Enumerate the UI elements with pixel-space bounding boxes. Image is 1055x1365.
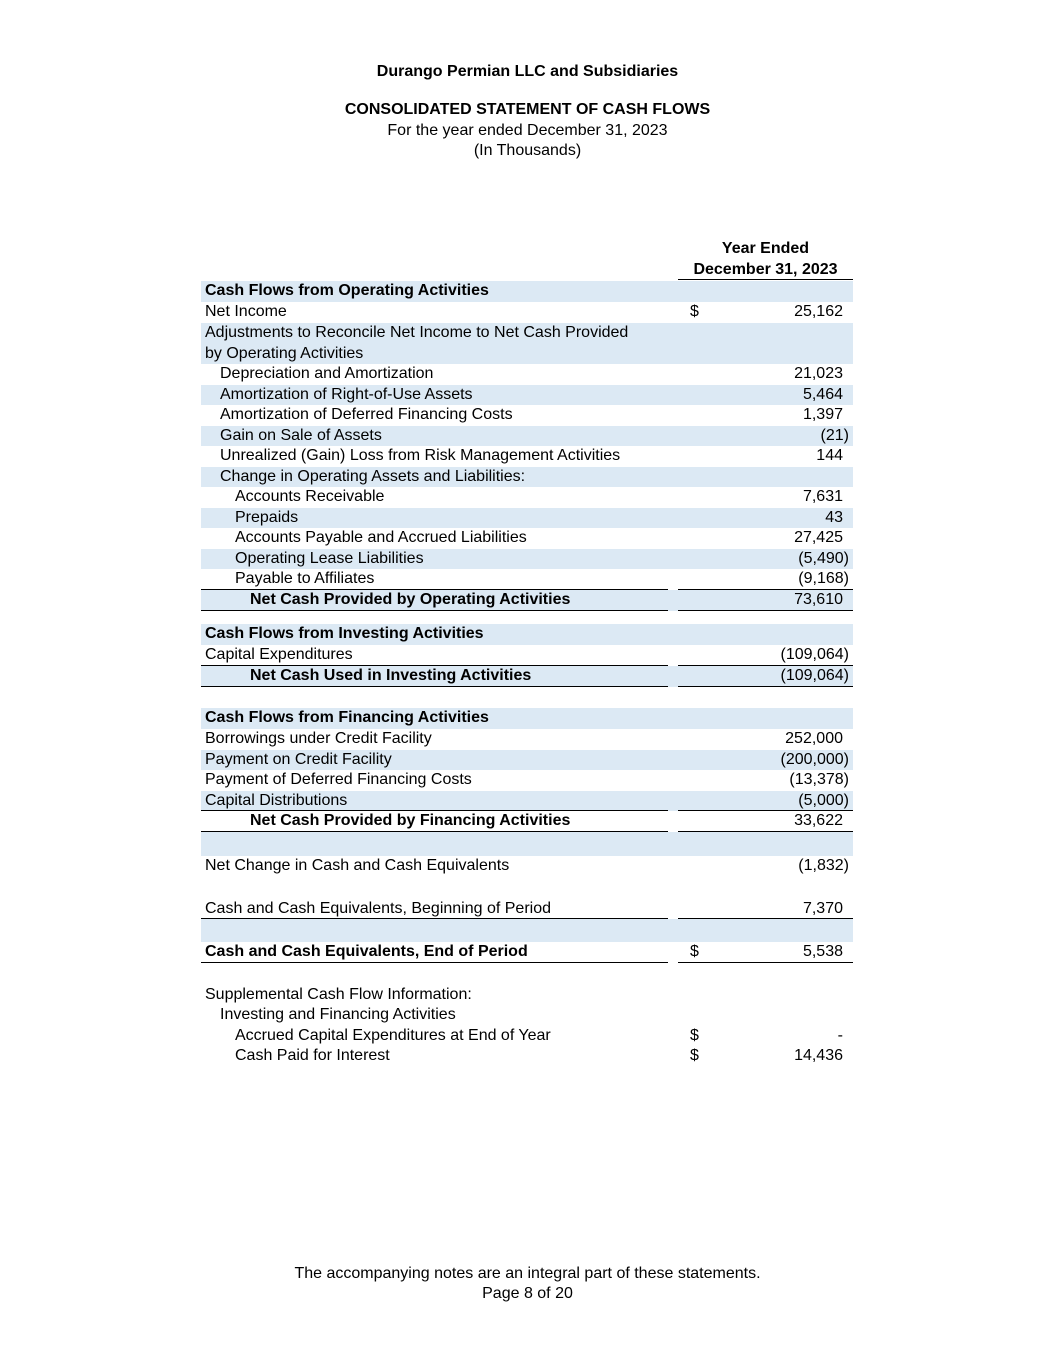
row-label: Amortization of Right-of-Use Assets [220, 386, 473, 403]
financing-heading-row [201, 708, 853, 729]
row-label: Borrowings under Credit Facility [205, 730, 432, 747]
row-label: Accrued Capital Expenditures at End of Year [235, 1027, 551, 1044]
row-label: Cash Paid for Interest [235, 1047, 390, 1064]
interest-row [201, 1046, 853, 1067]
spacer-band [201, 919, 853, 942]
total-rule [201, 962, 668, 963]
financing-heading: Cash Flows from Financing Activities [205, 709, 489, 726]
footer-note: The accompanying notes are an integral part of these statements. [294, 1265, 761, 1282]
total-rule [678, 686, 853, 687]
investing-heading-row [201, 624, 853, 645]
statement-title: CONSOLIDATED STATEMENT OF CASH FLOWS [344, 101, 711, 118]
row-value: 43 [825, 509, 843, 526]
payment-dfc-row [201, 770, 853, 791]
row-value: 1,397 [802, 406, 843, 423]
page-number: Page 8 of 20 [482, 1285, 573, 1302]
row-value: 7,631 [802, 488, 843, 505]
row-label: Gain on Sale of Assets [220, 427, 382, 444]
row-label: Operating Lease Liabilities [235, 550, 424, 567]
row-value: (109,064) [780, 646, 849, 663]
row-label: Supplemental Cash Flow Information: [205, 986, 472, 1003]
row-value: 25,162 [794, 303, 843, 320]
capex-row [201, 645, 853, 666]
row-label: Net Cash Provided by Financing Activities [250, 812, 571, 829]
column-header-rule [678, 279, 853, 280]
affiliates-row [201, 569, 853, 590]
row-label: Net Cash Provided by Operating Activities [250, 591, 571, 608]
total-rule [201, 610, 668, 611]
total-rule [201, 686, 668, 687]
row-value: 73,610 [794, 591, 843, 608]
beginning-cash-row [201, 899, 853, 919]
ar-row [201, 487, 853, 508]
total-rule [678, 610, 853, 611]
row-value: 7,370 [802, 900, 843, 917]
row-value: (109,064) [780, 667, 849, 684]
adjustments-label-line2: by Operating Activities [205, 344, 364, 362]
column-header-line2: December 31, 2023 [693, 261, 838, 278]
row-value: 252,000 [785, 730, 843, 747]
operating-total-row [201, 590, 853, 611]
net-income-row [201, 302, 853, 323]
row-label: Unrealized (Gain) Loss from Risk Management Activities [220, 447, 621, 464]
row-label: Depreciation and Amortization [220, 365, 434, 382]
row-value: 144 [816, 447, 843, 464]
row-value: (5,000) [798, 792, 849, 809]
row-value: (9,168) [798, 570, 849, 587]
net-change-row [201, 856, 853, 877]
accrued-capex-row [201, 1026, 853, 1047]
row-value: (5,490) [798, 550, 849, 567]
row-value: 21,023 [794, 365, 843, 382]
company-name: Durango Permian LLC and Subsidiaries [376, 63, 679, 80]
spacer-band [201, 832, 853, 856]
row-label: Cash and Cash Equivalents, Beginning of Period [205, 900, 551, 917]
payment-credit-row [201, 750, 853, 770]
row-label: Change in Operating Assets and Liabilities: [220, 468, 526, 485]
row-label: Amortization of Deferred Financing Costs [220, 406, 513, 423]
row-label: Net Change in Cash and Cash Equivalents [205, 857, 510, 874]
prepaids-row [201, 508, 853, 528]
row-label: Payment of Deferred Financing Costs [205, 771, 472, 788]
statement-period: For the year ended December 31, 2023 [387, 122, 668, 139]
change-heading-row [201, 467, 853, 487]
dfc-amortization-row [201, 405, 853, 426]
gain-sale-row [201, 426, 853, 446]
operating-heading-row [201, 281, 853, 302]
column-header-line1: Year Ended [721, 240, 810, 257]
row-value: (1,832) [798, 857, 849, 874]
dollar-sign: $ [690, 303, 699, 320]
dollar-sign: $ [690, 943, 699, 960]
statement-units: (In Thousands) [473, 142, 582, 159]
dollar-sign: $ [690, 1027, 699, 1044]
total-rule [678, 962, 853, 963]
row-value: 27,425 [794, 529, 843, 546]
operating-heading: Cash Flows from Operating Activities [205, 282, 489, 299]
row-label: Prepaids [235, 509, 299, 526]
row-value: 5,464 [802, 386, 843, 403]
supplemental-subheading-row [201, 1005, 853, 1026]
borrowings-row [201, 729, 853, 750]
adjustments-label-line1: Adjustments to Reconcile Net Income to Net Cash Provided [205, 324, 629, 341]
row-label: Capital Expenditures [205, 646, 353, 663]
ap-row [201, 528, 853, 549]
lease-liabilities-row [201, 549, 853, 569]
adjustments-row [201, 323, 853, 364]
unrealized-row [201, 446, 853, 467]
row-label: Accounts Receivable [235, 488, 385, 505]
row-label: Payable to Affiliates [235, 570, 375, 587]
dollar-sign: $ [690, 1047, 699, 1064]
row-value: (200,000) [780, 751, 849, 768]
distributions-row [201, 791, 853, 811]
row-value: - [837, 1027, 843, 1044]
row-label: Cash and Cash Equivalents, End of Period [205, 943, 528, 960]
supplemental-heading-row [201, 985, 853, 1006]
row-label: Accounts Payable and Accrued Liabilities [235, 529, 527, 546]
row-value: 5,538 [802, 943, 843, 960]
financing-total-row [201, 811, 853, 832]
depreciation-row [201, 364, 853, 385]
row-value: (13,378) [789, 771, 849, 788]
row-label: Capital Distributions [205, 792, 348, 809]
row-label: Net Cash Used in Investing Activities [250, 667, 532, 684]
investing-total-row [201, 666, 853, 687]
rou-amortization-row [201, 385, 853, 405]
ending-cash-row [201, 942, 853, 963]
row-label: Payment on Credit Facility [205, 751, 392, 768]
investing-heading: Cash Flows from Investing Activities [205, 625, 484, 642]
row-value: (21) [820, 427, 849, 444]
row-value: 14,436 [794, 1047, 843, 1064]
row-label: Investing and Financing Activities [220, 1006, 456, 1023]
row-label: Net Income [205, 303, 287, 320]
row-value: 33,622 [794, 812, 843, 829]
